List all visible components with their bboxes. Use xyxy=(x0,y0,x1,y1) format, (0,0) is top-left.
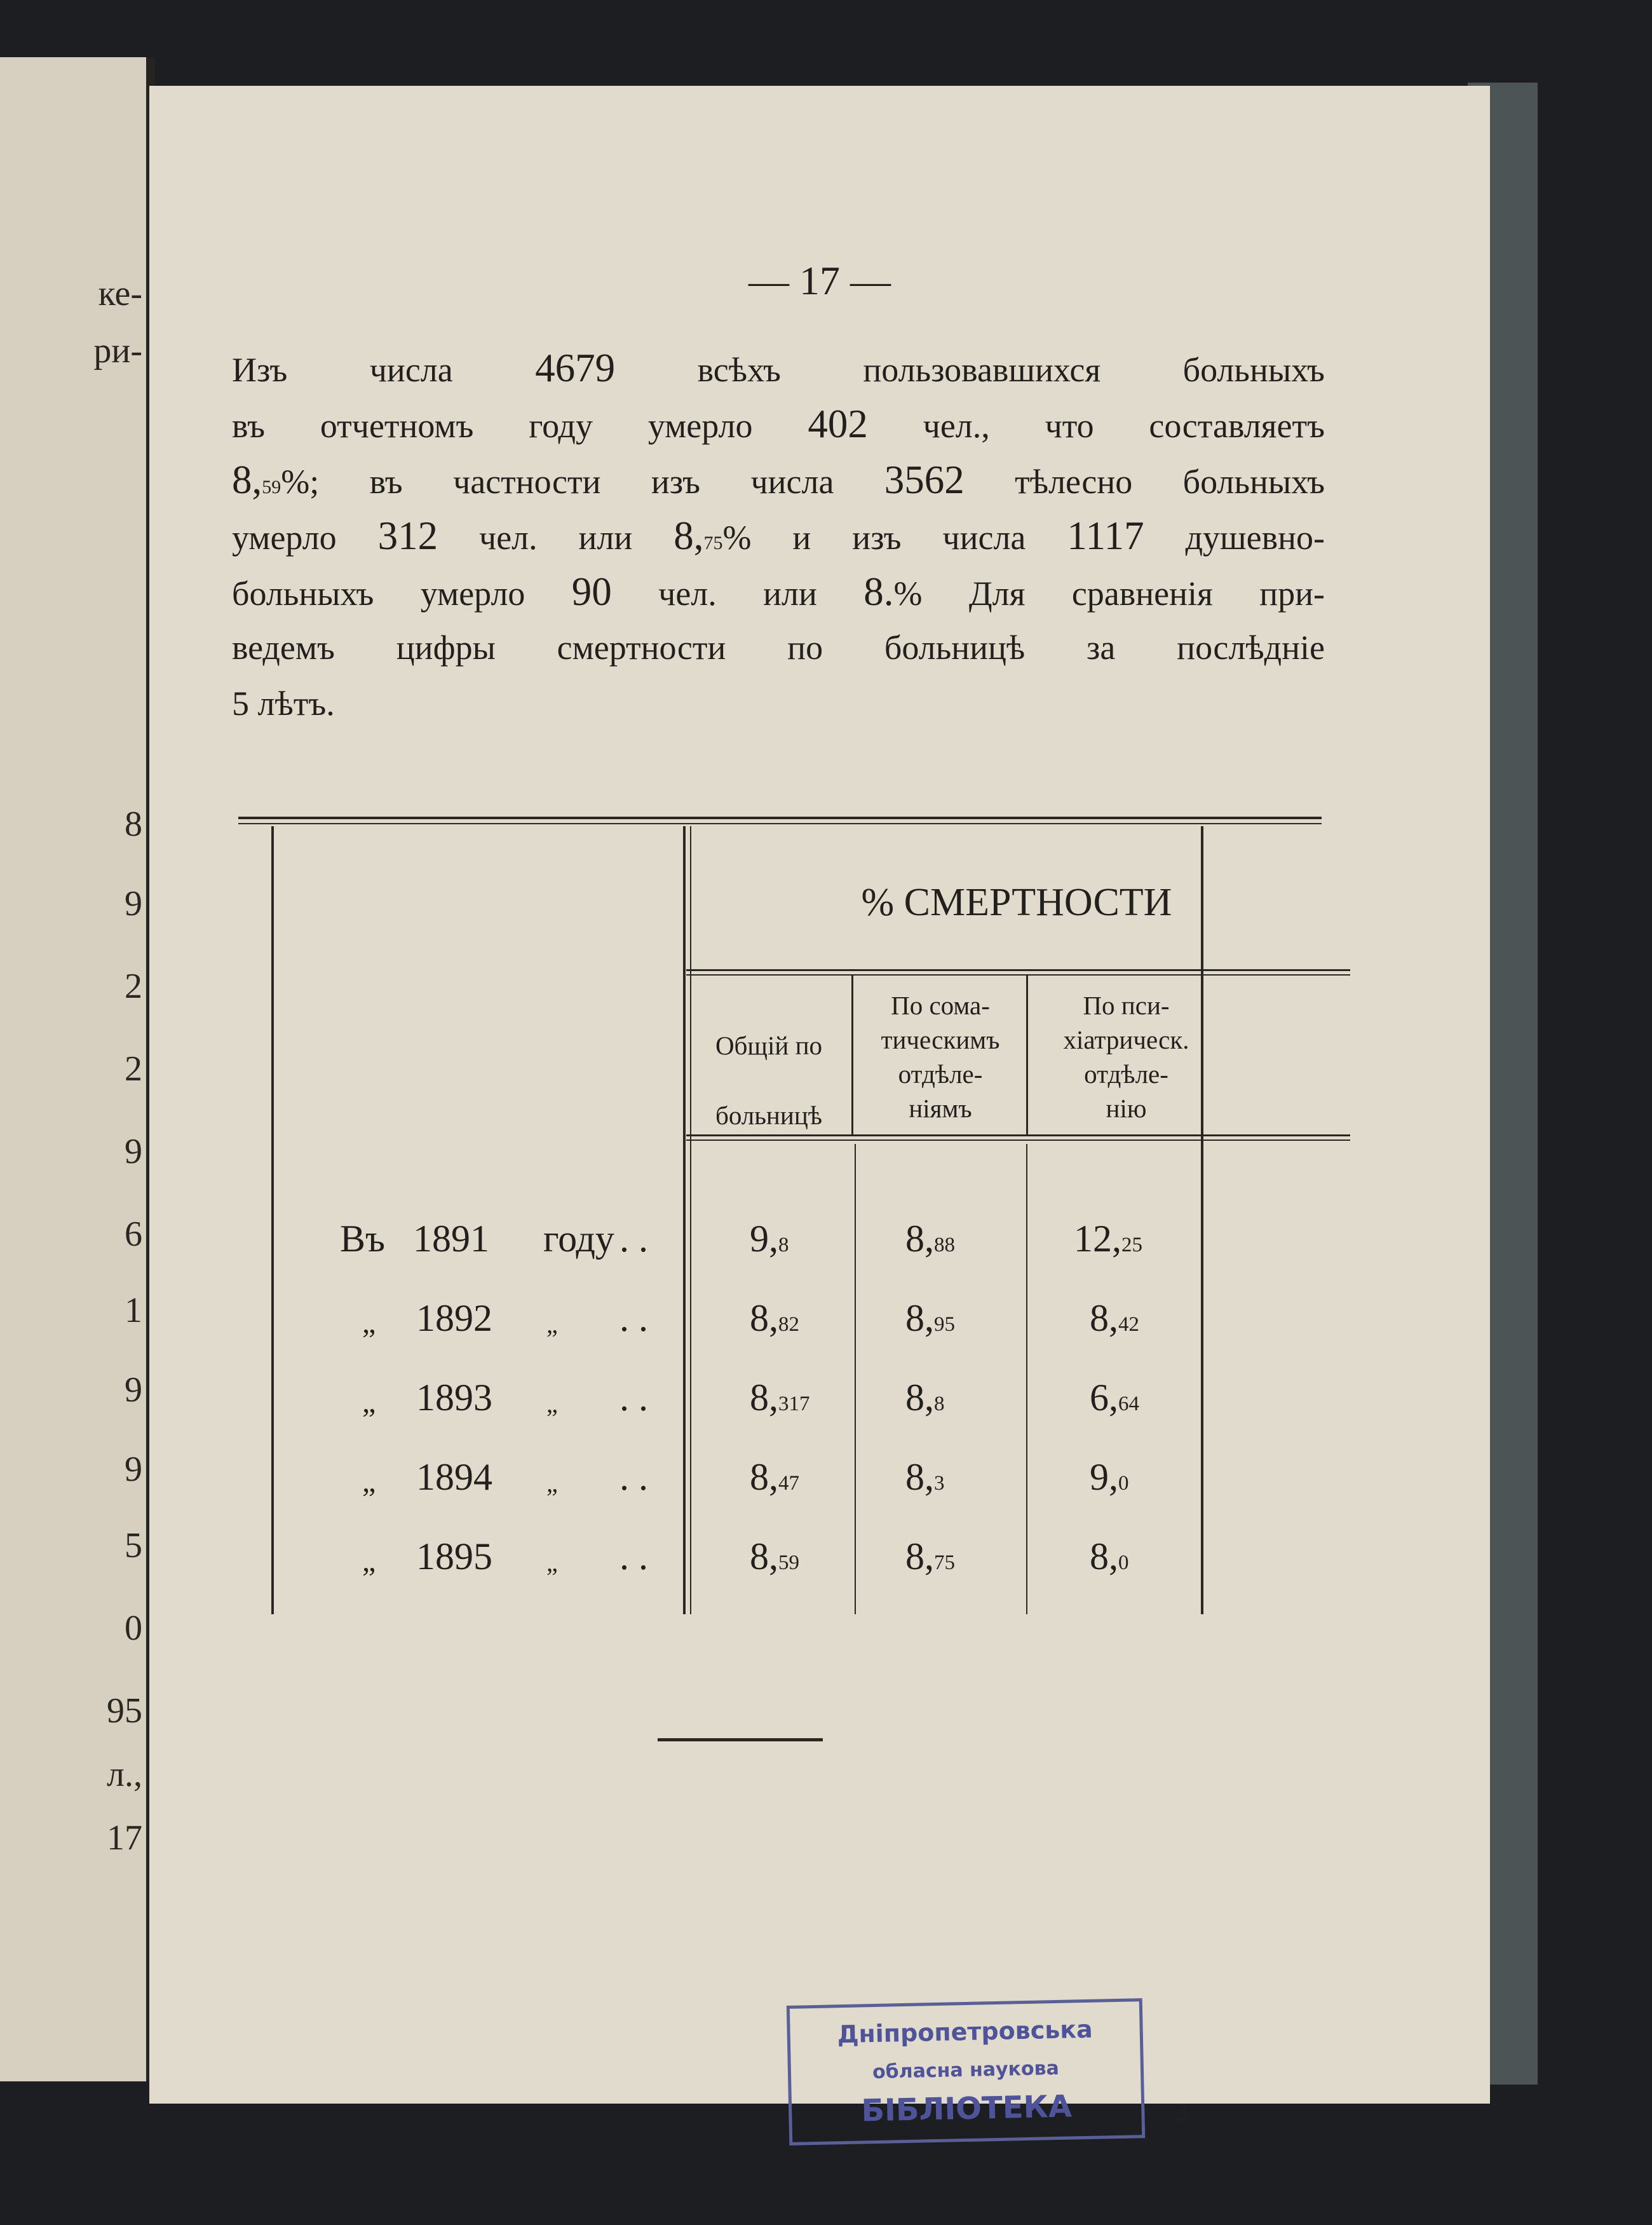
signature-mark: 2 xyxy=(1175,2098,1188,2126)
paragraph-line xyxy=(232,396,1325,452)
value-integer: 8, xyxy=(905,1377,934,1419)
prev-page-text-fragment: 95 xyxy=(107,1691,142,1731)
prev-page-text-fragment: 9 xyxy=(125,884,142,923)
row-label-part: „ xyxy=(546,1548,558,1577)
row-label xyxy=(149,1535,677,1586)
header-rule-thin xyxy=(686,974,1350,976)
row-label xyxy=(149,1376,677,1427)
prev-page-text-fragment: 17 xyxy=(107,1818,142,1858)
column-header-line: хіатрическ. xyxy=(1063,1025,1189,1054)
table-cell-value xyxy=(1074,1217,1142,1261)
table-top-rule xyxy=(238,817,1322,819)
table-title: % СМЕРТНОСТИ xyxy=(861,881,1172,924)
text-run: тѣлесно больныхъ xyxy=(964,463,1325,501)
row-label-part: „ xyxy=(362,1385,376,1419)
value-integer: 9, xyxy=(1090,1456,1118,1498)
prev-page-text-fragment: 9 xyxy=(125,1132,142,1171)
header-col-divider-1 xyxy=(851,976,853,1134)
table-cell-value xyxy=(750,1296,799,1340)
prev-page-text-fragment: 8 xyxy=(125,805,142,844)
text-run: умерло xyxy=(232,519,378,557)
value-integer: 9, xyxy=(750,1218,778,1260)
row-label-part: . . xyxy=(620,1456,648,1498)
row-label xyxy=(149,1217,677,1268)
row-label-part: . . xyxy=(620,1535,648,1577)
table-cell-value xyxy=(905,1296,955,1340)
table-cell-value xyxy=(905,1535,955,1579)
number: 4679 xyxy=(535,346,616,390)
text-run: всѣхъ пользовавшихся больныхъ xyxy=(615,351,1325,389)
table-cell-value xyxy=(1090,1535,1129,1579)
number: 402 xyxy=(808,402,868,446)
table-label-divider xyxy=(683,826,686,1614)
number: 90 xyxy=(571,569,612,614)
row-label-part: „ xyxy=(362,1306,376,1340)
body-col-divider-1 xyxy=(855,1144,856,1614)
row-year: 1895 xyxy=(416,1535,492,1577)
number: 8, xyxy=(674,514,704,558)
value-integer: 8, xyxy=(750,1377,778,1419)
value-decimal: 0 xyxy=(1118,1472,1129,1495)
table-cell-value xyxy=(750,1455,799,1499)
table-cell-value xyxy=(905,1376,945,1420)
column-header-line: нію xyxy=(1106,1094,1147,1123)
value-integer: 8, xyxy=(1090,1297,1118,1339)
table-cell-value xyxy=(750,1376,810,1420)
paragraph-line xyxy=(232,508,1325,564)
row-year: 1891 xyxy=(413,1218,489,1260)
value-decimal: 75 xyxy=(934,1551,955,1574)
column-header xyxy=(1029,988,1223,1126)
stamp-line-1: Дніпропетровська xyxy=(837,2015,1093,2049)
prev-page-text-fragment: ри- xyxy=(93,331,142,371)
table-cell-value xyxy=(750,1535,799,1579)
body-paragraph xyxy=(232,340,1325,731)
number: 3562 xyxy=(884,458,965,502)
table-label-divider-thin xyxy=(690,826,691,1614)
book-page xyxy=(149,86,1490,2129)
row-year: 1894 xyxy=(416,1456,492,1498)
prev-page-text-fragment: 6 xyxy=(125,1215,142,1254)
column-header-line: По сома- xyxy=(891,991,990,1020)
text-run: ведемъ цифры смертности по больницѣ за послѣдніе xyxy=(232,629,1325,667)
table-cell-value xyxy=(905,1455,945,1499)
table-cell-value xyxy=(750,1217,789,1261)
number: 8, xyxy=(232,458,262,502)
column-header xyxy=(855,988,1026,1126)
table-cell-value xyxy=(1090,1455,1129,1499)
text-run: больныхъ умерло xyxy=(232,575,572,613)
row-label xyxy=(149,1296,677,1347)
row-label-part: . . xyxy=(620,1297,648,1339)
library-stamp xyxy=(787,1998,1145,2146)
column-header-line: Общій по xyxy=(715,1031,823,1060)
row-year: 1893 xyxy=(416,1377,492,1419)
value-decimal: 59 xyxy=(778,1551,799,1574)
stamp-line-2: обласна наукова xyxy=(872,2057,1060,2084)
row-label-part: году xyxy=(543,1218,614,1260)
row-label-part: . . xyxy=(620,1377,648,1419)
text-run: % и изъ числа xyxy=(722,519,1067,557)
column-header-line: больницѣ xyxy=(715,1101,823,1130)
table-right-border xyxy=(1201,826,1203,1614)
paragraph-line xyxy=(232,564,1325,620)
prev-page-text-fragment: 5 xyxy=(125,1526,142,1565)
page-number: — 17 — xyxy=(748,258,891,303)
prev-page-text-fragment: 0 xyxy=(125,1609,142,1648)
value-decimal: 3 xyxy=(934,1472,945,1495)
value-decimal: 8 xyxy=(778,1234,789,1256)
column-header-line: ніямъ xyxy=(909,1094,972,1123)
table-cell-value xyxy=(1090,1296,1139,1340)
value-decimal: 25 xyxy=(1121,1234,1142,1256)
column-header xyxy=(686,1010,851,1150)
paragraph-line xyxy=(232,340,1325,396)
text-run: Изъ числа xyxy=(232,351,536,389)
column-header-line: отдѣле- xyxy=(898,1059,983,1089)
prev-page-text-fragment: 9 xyxy=(125,1450,142,1489)
row-label-part: Въ xyxy=(340,1218,386,1260)
value-decimal: 64 xyxy=(1118,1392,1139,1415)
value-integer: 12, xyxy=(1074,1218,1121,1260)
prev-page-text-fragment: ке- xyxy=(98,274,142,313)
text-run: % Для сравненія при- xyxy=(893,575,1325,613)
row-label-part: „ xyxy=(362,1465,376,1499)
text-run: чел., что составляетъ xyxy=(867,407,1325,445)
value-integer: 8, xyxy=(750,1535,778,1577)
value-decimal: 0 xyxy=(1118,1551,1129,1574)
row-label xyxy=(149,1455,677,1506)
table-cell-value xyxy=(905,1217,955,1261)
row-label-part: „ xyxy=(546,1469,558,1497)
paragraph-line xyxy=(232,452,1325,508)
subscript-decimal: 59 xyxy=(262,477,281,498)
prev-page-text-fragment: 9 xyxy=(125,1370,142,1410)
value-integer: 8, xyxy=(905,1535,934,1577)
prev-page-text-fragment: л., xyxy=(107,1755,142,1794)
column-header-line: По пси- xyxy=(1083,991,1170,1020)
body-col-divider-2 xyxy=(1026,1144,1027,1614)
number: 8. xyxy=(863,569,894,614)
text-run: %; въ частности изъ числа xyxy=(281,463,884,501)
subscript-decimal: 75 xyxy=(703,533,723,554)
paragraph-line xyxy=(232,620,1325,676)
number: 312 xyxy=(377,514,438,558)
value-decimal: 88 xyxy=(934,1234,955,1256)
row-label-part: . . xyxy=(620,1218,648,1260)
text-run: чел. или xyxy=(438,519,674,557)
row-label-part: „ xyxy=(546,1310,558,1338)
value-integer: 8, xyxy=(905,1297,934,1339)
header-col-divider-2 xyxy=(1026,976,1028,1134)
value-decimal: 8 xyxy=(934,1392,945,1415)
stamp-line-3: БІБЛІОТЕКА xyxy=(860,2088,1073,2129)
value-integer: 6, xyxy=(1090,1377,1118,1419)
row-year: 1892 xyxy=(416,1297,492,1339)
value-decimal: 317 xyxy=(778,1392,810,1415)
column-header-line: тическимъ xyxy=(881,1025,1000,1054)
row-label-part: „ xyxy=(362,1544,376,1578)
text-run: 5 лѣтъ. xyxy=(232,684,335,723)
value-integer: 8, xyxy=(1090,1535,1118,1577)
number: 1117 xyxy=(1067,514,1144,558)
prev-page-text-fragment: 1 xyxy=(125,1291,142,1330)
end-rule xyxy=(658,1738,823,1741)
header-rule xyxy=(686,969,1350,971)
column-header-line: отдѣле- xyxy=(1084,1059,1168,1089)
text-run: въ отчетномъ году умерло xyxy=(232,407,808,445)
prev-page-text-fragment: 2 xyxy=(125,967,142,1006)
text-run: чел. или xyxy=(611,575,864,613)
value-integer: 8, xyxy=(750,1297,778,1339)
paragraph-line xyxy=(232,676,1325,731)
text-run: душевно- xyxy=(1144,519,1325,557)
table-cell-value xyxy=(1090,1376,1139,1420)
value-decimal: 42 xyxy=(1118,1313,1139,1336)
value-decimal: 47 xyxy=(778,1472,799,1495)
previous-page-edge xyxy=(0,57,155,2081)
row-label-part: „ xyxy=(546,1389,558,1418)
value-integer: 8, xyxy=(905,1218,934,1260)
value-integer: 8, xyxy=(905,1456,934,1498)
table-top-rule-thin xyxy=(238,823,1322,824)
prev-page-text-fragment: 2 xyxy=(125,1049,142,1089)
value-decimal: 82 xyxy=(778,1313,799,1336)
value-decimal: 95 xyxy=(934,1313,955,1336)
value-integer: 8, xyxy=(750,1456,778,1498)
